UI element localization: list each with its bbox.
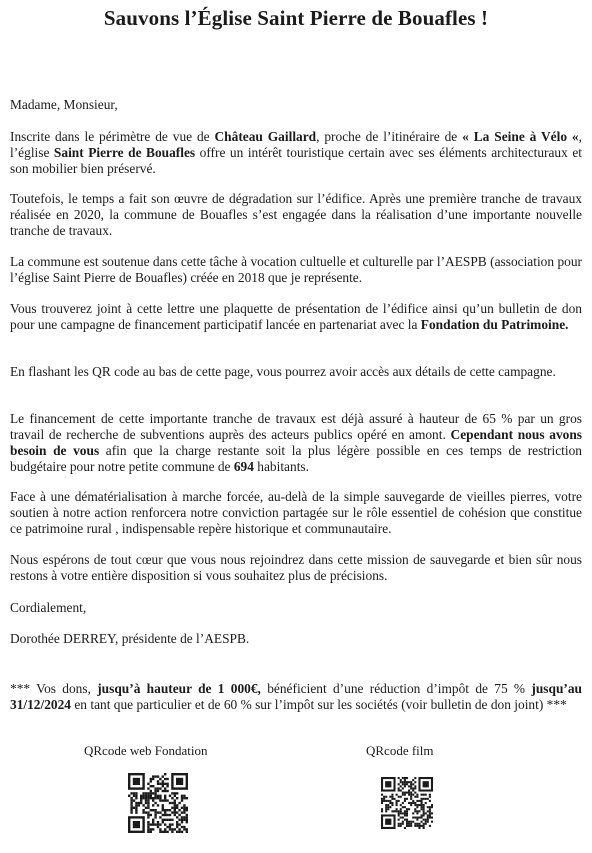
paragraph-association: La commune est soutenue dans cette tâche à vocation cultuelle et culturelle par l’AESPB (association pour l’église Saint Pierre de Bouafles) créée en 2018 que je représente. <box>10 254 582 285</box>
footnote-text-a: *** Vos dons, <box>10 681 98 696</box>
p1-text-g: offre un intérêt touristique certain avec ses éléments architecturaux et son mobilier bien préservé. <box>10 145 582 176</box>
footnote-text-c: bénéficient d’une réduction d’impôt de 75 % <box>260 681 532 696</box>
paragraph-financing <box>10 411 582 475</box>
p1-seine-a-velo: « La Seine à Vélo « <box>462 129 579 144</box>
qr-label-film: QRcode film <box>366 743 434 758</box>
footnote-ceiling: jusqu’à hauteur de 1 000€, <box>97 681 261 696</box>
footnote-deadline: jusqu’au 31/12/2024 <box>10 681 582 712</box>
closing: Cordialement, <box>10 600 87 615</box>
qr-label-fondation: QRcode web Fondation <box>84 743 208 758</box>
paragraph-intro <box>10 129 582 177</box>
qr-code-film-icon[interactable] <box>381 777 433 829</box>
p1-text-a: Inscrite dans le périmètre de vue de <box>10 129 215 144</box>
paragraph-qr-hint: En flashant les QR code au bas de cette page, vous pourrez avoir accès aux détails de cette campagne. <box>10 364 556 379</box>
p4-text-a: Vous trouverez joint à cette lettre une plaquette de présentation de l’édifice ainsi qu’un bulletin de don pour une campagne de financement participatif lancée en partenariat avec la <box>10 301 582 332</box>
p6-text-e: habitants. <box>253 459 309 474</box>
page-title: Sauvons l’Église Saint Pierre de Bouafles ! <box>103 6 489 30</box>
p1-text-e: , l’église <box>10 129 582 160</box>
paragraph-degradation: Toutefois, le temps a fait son œuvre de dégradation sur l’édifice. Après une première tranche de travaux réalisée en 2020, la commune de Bouafles s’est engagée dans la réalisation d’une importante nouvelle tranche de travaux. <box>10 191 582 238</box>
p6-need-you: Cependant nous avons besoin de vous <box>10 427 582 458</box>
paragraph-campaign <box>10 301 582 333</box>
paragraph-heritage: Face à une dématérialisation à marche forcée, au-delà de la simple sauvegarde de vieilles pierres, votre soutien à notre action renforcera notre conviction partagée sur le rôle essentiel de cohésion que constitue ce patrimoine rural , indispensable repère historique et communautaire. <box>10 489 582 536</box>
p1-text-c: , proche de l’itinéraire de <box>316 129 463 144</box>
qr-code-fondation-icon[interactable] <box>128 773 188 833</box>
p6-text-c: afin que la charge restante soit la plus légère possible en ces temps de restriction budgétaire pour notre petite commune de <box>10 443 582 474</box>
p4-fondation: Fondation du Patrimoine. <box>420 317 569 332</box>
footnote-text-e: en tant que particulier et de 60 % sur l’impôt sur les sociétés (voir bulletin de don joint) *** <box>71 697 567 712</box>
p1-church-name: Saint Pierre de Bouafles <box>53 145 196 160</box>
p1-chateau-gaillard: Château Gaillard <box>214 129 317 144</box>
p6-text-a: Le financement de cette importante tranche de travaux est déjà assuré à hauteur de 65 % par un gros travail de recherche de subventions auprès des acteurs publics opéré en amont. <box>10 411 582 442</box>
paragraph-hope: Nous espérons de tout cœur que vous nous rejoindrez dans cette mission de sauvegarde et bien sûr nous restons à votre entière disposition si vous souhaitez plus de précisions. <box>10 552 582 583</box>
signature: Dorothée DERREY, présidente de l’AESPB. <box>10 631 250 646</box>
p6-inhabitants-count: 694 <box>233 459 254 474</box>
tax-footnote <box>10 681 582 713</box>
salutation: Madame, Monsieur, <box>10 97 118 112</box>
